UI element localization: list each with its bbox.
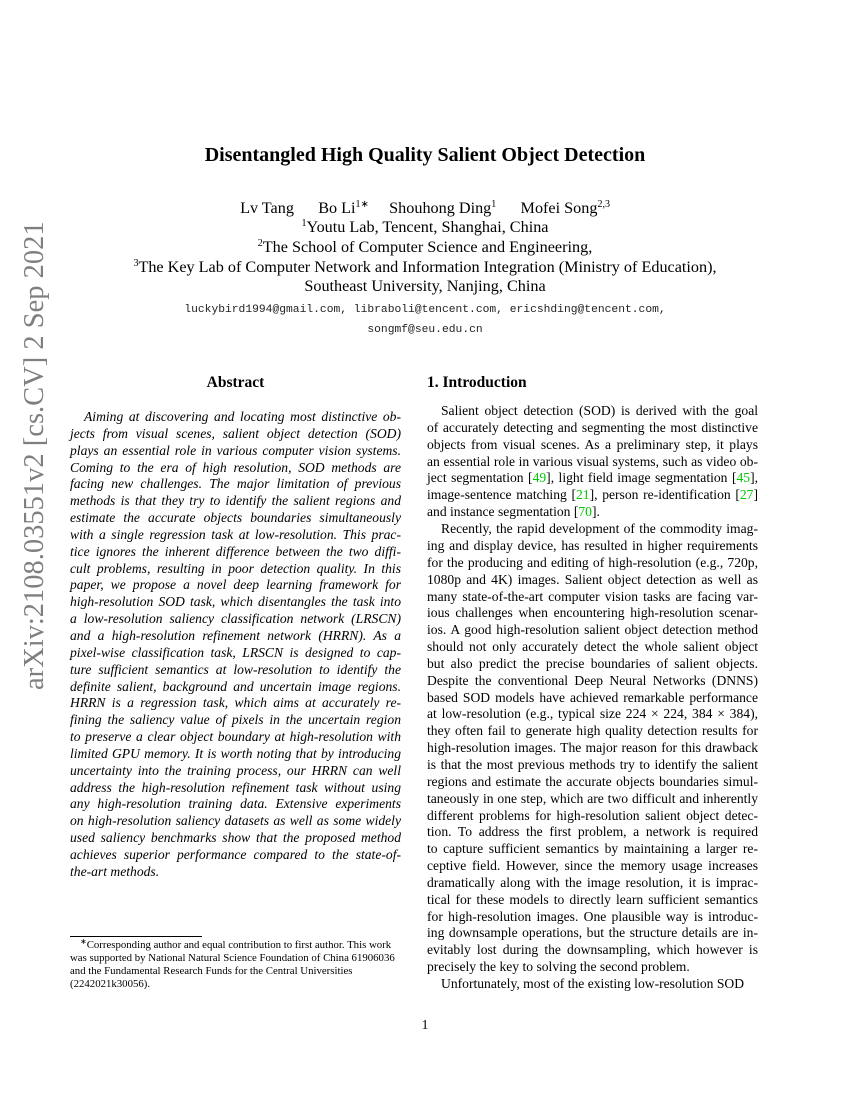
- citation-link[interactable]: 45: [736, 470, 751, 486]
- citation-link[interactable]: 21: [576, 487, 590, 503]
- text-line: Aiming at discovering and locating most distinctive ob-: [84, 409, 401, 424]
- text-line: and a high-resolution refinement network (HRRN). As a: [70, 627, 401, 643]
- text-line: HRRN is a regression task, which aims at accurately re-: [70, 695, 401, 711]
- affiliation: $^3$The Key Lab of Computer Network and Information Integration (Ministry of Education),: [133, 258, 717, 276]
- text-line: for high-resolution images. One plausible way is introduc-: [427, 908, 758, 924]
- text-line: tice ignores the inherent difference between the two diffi-: [70, 543, 401, 559]
- text-line: tion. To address the first problem, a network is required: [427, 824, 758, 840]
- text-line: should not only accurately detect the whole salient object: [427, 639, 758, 655]
- text-line: ious challenges when encountering high-resolution scenar-: [427, 605, 758, 621]
- text-line: plays an essential role in various computer vision systems.: [70, 442, 401, 458]
- text-line: image-sentence matching [21], person re-identification [27]: [427, 487, 758, 503]
- text-line: at low-resolution (e.g., typical size 224 × 224, 384 × 384),: [427, 706, 758, 722]
- text-line: the-art methods.: [70, 863, 160, 879]
- text-line: high-resolution images. The major reason for this drawback: [427, 740, 758, 756]
- affiliation: $^2$The School of Computer Science and Engineering,: [257, 238, 593, 256]
- author: Lv Tang: [240, 199, 294, 217]
- text-line: many state-of-the-art computer vision tasks are facing var-: [427, 588, 758, 604]
- text-line: paper, we propose a novel deep learning framework for: [70, 577, 401, 593]
- text-line: objects from visual scenes. As a preliminary step, it plays: [427, 436, 758, 452]
- text-line: different problems for high-resolution salient object detec-: [427, 807, 758, 823]
- text-line: methods is that they try to identify the salient regions and: [70, 493, 401, 509]
- author: Bo $Li^{1∗}$: [318, 199, 369, 217]
- paragraph: [427, 403, 758, 521]
- text-line: evitably lost during the downsampling, which however is: [427, 942, 758, 958]
- affiliation: Southeast University, Nanjing, China: [304, 277, 546, 295]
- text-line: address the high-resolution refinement task without using: [70, 779, 401, 795]
- introduction-heading: 1. Introduction: [427, 374, 527, 391]
- text-line: Recently, the rapid development of the commodity imag-: [441, 521, 758, 537]
- arxiv-identifier: arXiv:2108.03551v2 [cs.CV] 2 Sep 2021: [19, 221, 50, 690]
- text-line: definite salient, background and uncertain image regions.: [70, 678, 401, 694]
- text-line: taneously in one step, which are two difficult and inherently: [427, 790, 758, 806]
- text-line: any high-resolution training data. Extensive experiments: [70, 796, 401, 812]
- citation-link[interactable]: 49: [532, 470, 547, 486]
- affiliation: $^1$Youtu Lab, Tencent, Shanghai, China: [301, 218, 549, 236]
- text-line: based SOD models have achieved remarkable performance: [427, 689, 758, 705]
- text-line: ceptive field. However, since the memory usage increases: [427, 858, 758, 874]
- text-line: ing and display device, has resulted in higher requirements: [427, 538, 758, 554]
- author-list: [0, 199, 850, 219]
- abstract-heading: Abstract: [206, 374, 265, 391]
- text-line: a low-resolution saliency classification network (LRSCN): [70, 611, 401, 627]
- text-line: of accurately detecting and segmenting the most distinctive: [427, 419, 758, 435]
- text-line: an essential role in various visual systems, such as video ob-: [427, 453, 758, 469]
- text-line: ing downsample operations, but the structure details are in-: [427, 925, 758, 941]
- text-line: on high-resolution saliency datasets as well as some widely: [70, 813, 401, 829]
- page-number: 1: [421, 1017, 429, 1032]
- text-line: precisely the key to solving the second problem.: [427, 959, 690, 975]
- text-line: jects from visual scenes, salient object detection (SOD): [70, 425, 401, 441]
- abstract-body: [70, 409, 401, 881]
- author: Shouhong Ding$^1$: [389, 199, 497, 217]
- text-line: ios. A good high-resolution salient object detection method: [427, 622, 758, 638]
- text-line: for the producing and editing of high-resolution (e.g., 720p,: [427, 554, 758, 570]
- text-line: 1080p and 4K) images. Salient object detection as well as: [427, 571, 758, 587]
- paragraph: [427, 976, 758, 993]
- text-line: regions and estimate the accurate objects boundaries simul-: [427, 773, 758, 789]
- text-line: to capture sufficient semantics by maintaining a larger re-: [427, 841, 758, 857]
- text-line: with a single regression task at low-resolution. This prac-: [70, 526, 401, 542]
- text-line: Unfortunately, most of the existing low-resolution SOD: [441, 976, 745, 992]
- author-emails: songmf@seu.edu.cn: [367, 324, 483, 336]
- paper-title: Disentangled High Quality Salient Object Detection: [204, 144, 646, 166]
- footnote-rule: [70, 936, 202, 937]
- footnote: ∗Corresponding author and equal contribution to first author. This work was supported by National Natural Science Foundation of China 61906036 and the Fundamental Research Funds for the Central Universities (2242021k30056).: [70, 937, 395, 991]
- text-line: dramatically along with the image resolution, it is imprac-: [427, 874, 758, 890]
- text-line: limited GPU memory. It is worth noting that by introducing: [70, 745, 401, 761]
- text-line: to preserve a clear object boundary at high-resolution with: [70, 729, 401, 745]
- introduction-body: [427, 403, 758, 993]
- text-line: but also predict the precise boundaries of salient objects.: [427, 655, 758, 671]
- text-line: estimate the accurate objects boundaries simultaneously: [70, 510, 401, 526]
- text-line: high-resolution SOD task, which disentangles the task into: [70, 594, 401, 610]
- text-line: fining the saliency value of pixels in the uncertain region: [70, 712, 401, 728]
- author-emails: luckybird1994@gmail.com, libraboli@tencent.com, ericshding@tencent.com,: [184, 304, 666, 316]
- text-line: Coming to the era of high resolution, SOD methods are: [70, 459, 401, 475]
- text-line: tical for these models to directly learn sufficient semantics: [427, 891, 758, 907]
- text-line: Salient object detection (SOD) is derived with the goal: [441, 403, 758, 418]
- paragraph: [427, 521, 758, 976]
- text-line: is that the most previous methods try to identify the salient: [427, 757, 758, 773]
- author: Mofei Song$^{2,3}$: [520, 199, 610, 217]
- text-line: pixel-wise classification task, LRSCN is designed to cap-: [70, 644, 401, 660]
- text-line: ture sufficient semantics at low-resolution to identify the: [70, 661, 401, 677]
- citation-link[interactable]: 70: [578, 504, 592, 520]
- text-line: facing new challenges. The major limitation of previous: [70, 476, 401, 492]
- text-line: ject segmentation [49], light field image segmentation [45],: [427, 470, 758, 486]
- text-line: cult problems, resulting in poor detection quality. In this: [70, 560, 401, 576]
- text-line: Despite the conventional Deep Neural Networks (DNNS): [427, 672, 758, 688]
- text-line: they often fail to generate high quality detection results for: [427, 723, 758, 739]
- text-line: achieves superior performance compared to the state-of-: [70, 846, 401, 862]
- text-line: uncertainty into the training process, our HRRN can well: [70, 762, 401, 778]
- citation-link[interactable]: 27: [739, 487, 754, 503]
- text-line: and instance segmentation [70].: [427, 504, 600, 520]
- text-line: used saliency benchmarks show that the proposed method: [70, 830, 401, 846]
